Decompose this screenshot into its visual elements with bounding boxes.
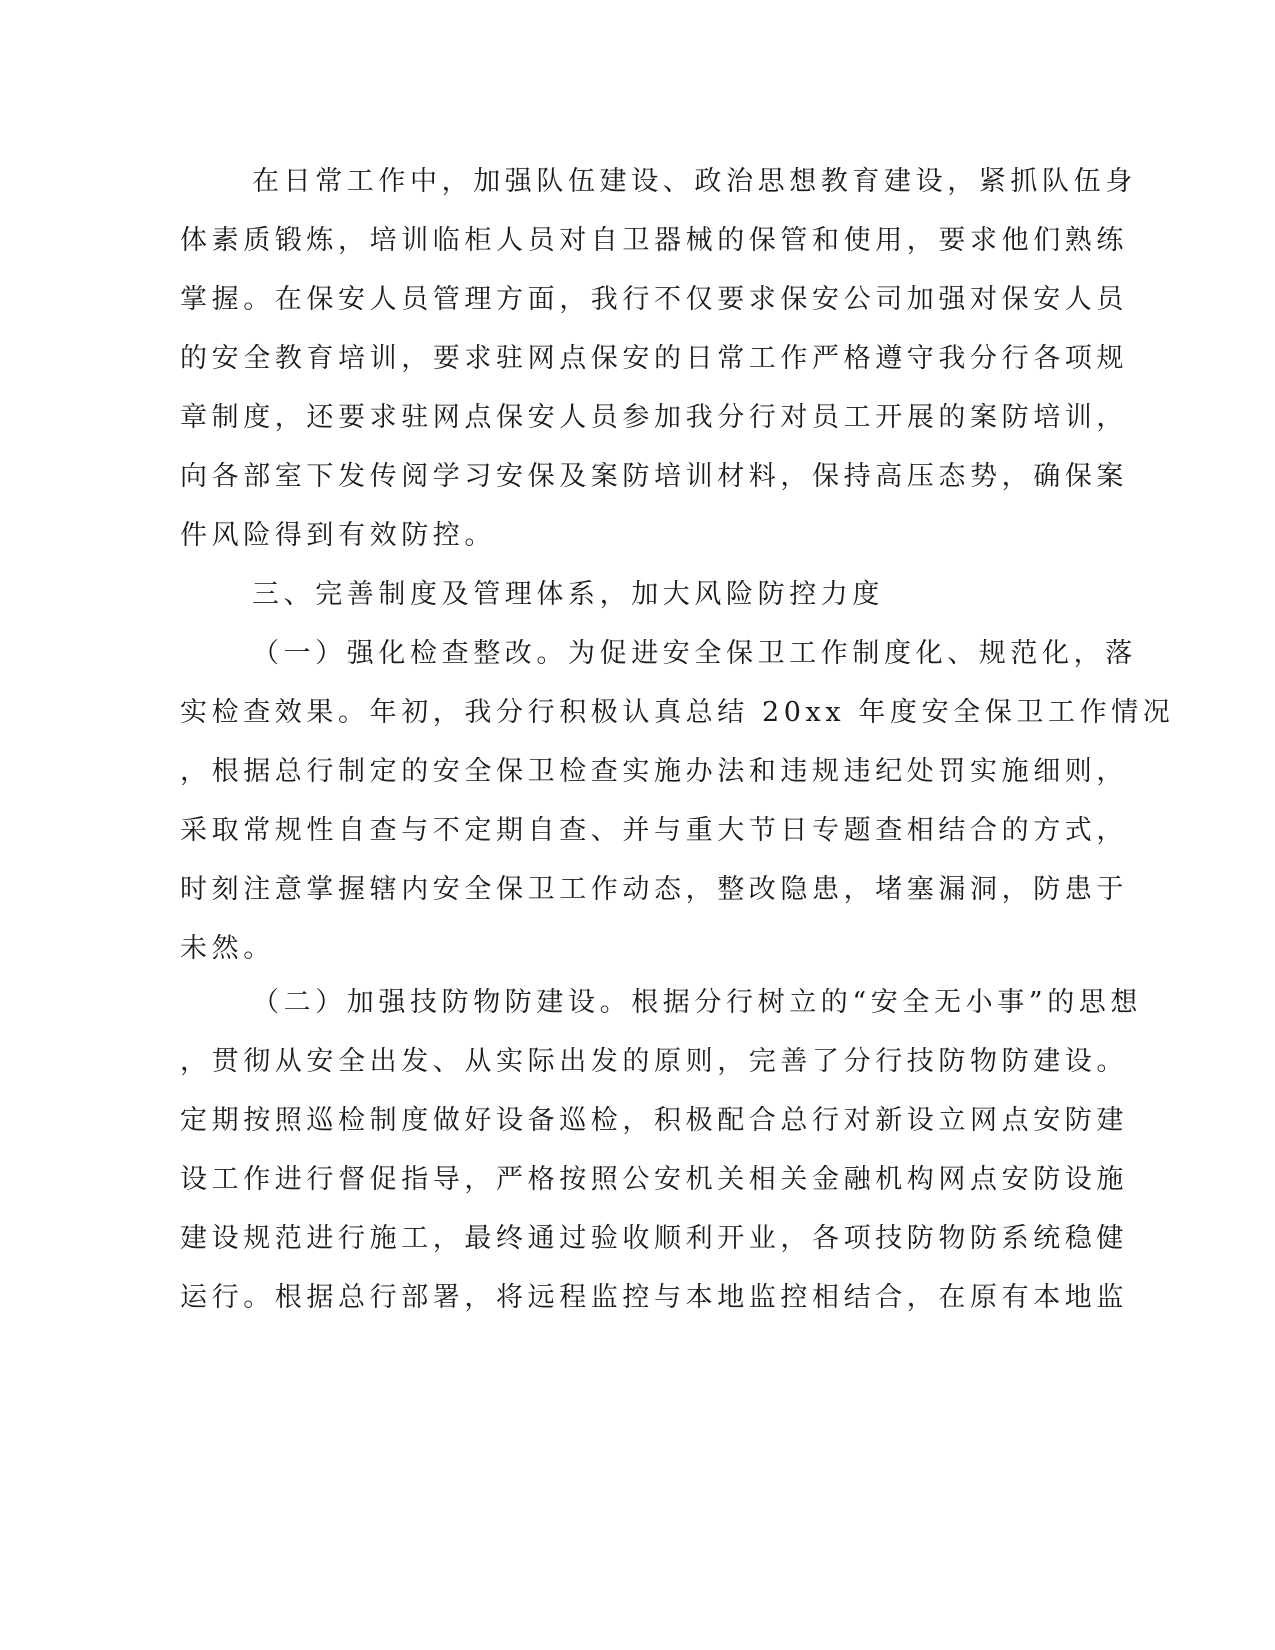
paragraph-line: ，根据总行制定的安全保卫检查实施办法和违规违纪处罚实施细则，	[180, 756, 1128, 787]
paragraph-line: 运行。根据总行部署，将远程监控与本地监控相结合，在原有本地监	[180, 1282, 1128, 1313]
paragraph-line: （二）加强技防物防建设。根据分行树立的“安全无小事”的思想	[252, 987, 1143, 1018]
section-heading: 三、完善制度及管理体系，加大风险防控力度	[252, 579, 884, 610]
paragraph-line: 掌握。在保安人员管理方面，我行不仅要求保安公司加强对保安人员	[180, 284, 1128, 315]
paragraph-line: 在日常工作中，加强队伍建设、政治思想教育建设，紧抓队伍身	[252, 166, 1137, 197]
paragraph-line: 向各部室下发传阅学习安保及案防培训材料，保持高压态势，确保案	[180, 461, 1128, 492]
paragraph-line: 定期按照巡检制度做好设备巡检，积极配合总行对新设立网点安防建	[180, 1105, 1128, 1136]
paragraph-line: （一）强化检查整改。为促进安全保卫工作制度化、规范化，落	[252, 638, 1137, 669]
paragraph-line: 设工作进行督促指导，严格按照公安机关相关金融机构网点安防设施	[180, 1164, 1128, 1195]
paragraph-line: 体素质锻炼，培训临柜人员对自卫器械的保管和使用，要求他们熟练	[180, 225, 1128, 256]
paragraph-line: 未然。	[180, 933, 275, 964]
paragraph-line: 时刻注意掌握辖内安全保卫工作动态，整改隐患，堵塞漏洞，防患于	[180, 874, 1128, 905]
paragraph-line: 实检查效果。年初，我分行积极认真总结 20xx 年度安全保卫工作情况	[180, 697, 1175, 728]
paragraph-line: 件风险得到有效防控。	[180, 520, 496, 551]
paragraph-line: 建设规范进行施工，最终通过验收顺利开业，各项技防物防系统稳健	[180, 1223, 1128, 1254]
paragraph-line: 章制度，还要求驻网点保安人员参加我分行对员工开展的案防培训，	[180, 402, 1128, 433]
paragraph-line: ，贯彻从安全出发、从实际出发的原则，完善了分行技防物防建设。	[180, 1046, 1128, 1077]
paragraph-line: 的安全教育培训，要求驻网点保安的日常工作严格遵守我分行各项规	[180, 343, 1128, 374]
paragraph-line: 采取常规性自查与不定期自查、并与重大节日专题查相结合的方式，	[180, 815, 1128, 846]
